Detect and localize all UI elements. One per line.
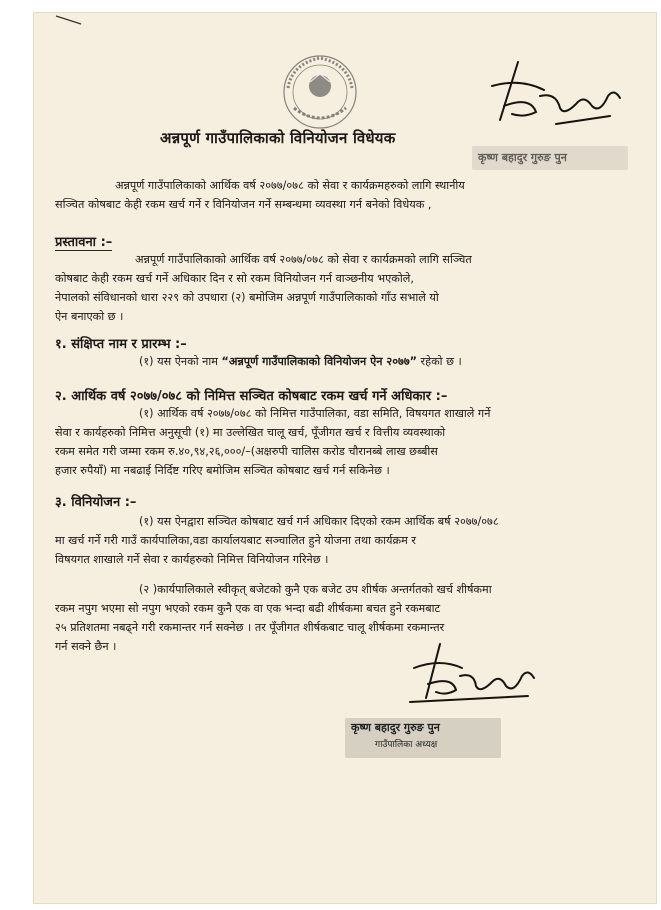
intro-line: अन्नपूर्ण गाउँपालिकाको आर्थिक वर्ष २०७७/०७८ को सेवा र कार्यक्रमहरुको लागि स्थानीय xyxy=(115,179,465,192)
section3-paragraph-a xyxy=(55,512,600,569)
stamp-bottom-name: कृष्ण बहादुर गुरुङ पुन xyxy=(351,721,440,734)
section3b-line: रकम नपुग भएमा सो नपुग भएको रकम कुनै एक वा एक भन्दा बढी शीर्षकमा बचत हुने रकमबाट xyxy=(55,602,441,615)
act-name: “अन्नपूर्ण गाउँपालिकाको विनियोजन ऐन २०७७” xyxy=(221,355,417,368)
section3a-line: विषयगत शाखाले गर्ने सेवा र कार्यहरुको निमित्त विनियोजन गरिनेछ । xyxy=(55,553,329,566)
section1-text-c: रहेको छ । xyxy=(417,355,462,368)
pen-mark xyxy=(55,14,83,26)
intro-paragraph xyxy=(55,176,600,214)
section3a-line: (१) यस ऐनद्वारा सञ्चित कोषबाट खर्च गर्न अधिकार दिएको रकम आर्थिक बर्ष २०७७/०७८ xyxy=(139,515,499,528)
section2-line: हजार रुपैयाँ) मा नबढाई निर्दिष्ट गरिए बमोजिम सञ्चित कोषबाट खर्च गर्न सकिनेछ । xyxy=(55,464,390,477)
section3-heading: ३. विनियोजन :– xyxy=(55,495,137,510)
name-stamp-bottom xyxy=(345,718,501,758)
preamble-line: कोषबाट केही रकम खर्च गर्ने अधिकार दिन र सो रकम विनियोजन गर्न वाञ्छनीय भएकोले, xyxy=(55,272,414,285)
preamble-line: ऐन बनाएको छ । xyxy=(55,310,124,323)
section3b-line: गर्न सक्ने छैन । xyxy=(55,640,117,653)
section1-heading: १. संक्षिप्त नाम र प्रारम्भ :– xyxy=(55,337,187,352)
name-stamp-top xyxy=(472,146,628,170)
section2-line: रकम समेत गरी जम्मा रकम रु.४०,९४,२६,०००/–(अक्षरुपी चालिस करोड चौरानब्बे लाख छब्बीस xyxy=(55,445,438,458)
section1-paragraph xyxy=(55,352,600,371)
section3b-line: २५ प्रतिशतमा नबढ्ने गरी रकमान्तर गर्न सक्नेछ । तर पूँजीगत शीर्षकबाट चालू शीर्षकमा रकमान्तर xyxy=(55,621,445,634)
section2-heading: २. आर्थिक वर्ष २०७७/०७८ को निमित्त सञ्चित कोषबाट रकम खर्च गर्ने अधिकार :– xyxy=(55,389,448,404)
municipality-seal-icon xyxy=(274,48,366,140)
section3-paragraph-b xyxy=(55,580,600,656)
document-title: अन्नपूर्ण गाउँपालिकाको विनियोजन विधेयक xyxy=(160,129,396,147)
stamp-bottom-role: गाउँपालिका अध्यक्ष xyxy=(375,740,438,750)
intro-line: सञ्चित कोषबाट केही रकम खर्च गर्ने र विनियोजन गर्ने सम्बन्धमा व्यवस्था गर्न बनेको विधेयक , xyxy=(55,198,432,211)
preamble-heading-text: प्रस्तावना :– xyxy=(55,235,113,250)
section2-line: (१) आर्थिक वर्ष २०७७/०७८ को निमित्त गाउँपालिका, वडा समिति, विषयगत शाखाले गर्ने xyxy=(139,407,491,420)
section3b-line: (२ )कार्यपालिकाले स्वीकृत् बजेटको कुनै एक बजेट उप शीर्षक अन्तर्गतको खर्च शीर्षकमा xyxy=(139,583,492,596)
section1-line xyxy=(55,352,600,371)
preamble-paragraph xyxy=(55,250,600,326)
preamble-line: अन्नपूर्ण गाउँपालिकाको आर्थिक वर्ष २०७७/०७८ को सेवा र कार्यक्रमको लागि सञ्चित xyxy=(135,253,472,266)
preamble-line: नेपालको संविधानको धारा २२९ को उपधारा (२) बमोजिम अन्नपूर्ण गाउँपालिकाको गाँउ सभाले यो xyxy=(55,291,439,304)
section1-text-a: (१) यस ऐनको नाम xyxy=(139,355,222,368)
section3a-line: मा खर्च गर्ने गरी गाउँ कार्यपालिका,वडा कार्यालयबाट सञ्चालित हुने योजना तथा कार्यक्रम र xyxy=(55,534,416,547)
signature-top xyxy=(460,56,630,146)
section2-line: सेवा र कार्यहरुको निमित्त अनुसूची (१) मा उल्लेखित चालू खर्च, पूँजीगत खर्च र वित्तीय व्यवस्थाको xyxy=(55,426,446,439)
stamp-top-text: कृष्ण बहादुर गुरुङ पुन xyxy=(478,151,567,164)
section2-paragraph xyxy=(55,404,600,480)
preamble-heading xyxy=(55,232,112,250)
